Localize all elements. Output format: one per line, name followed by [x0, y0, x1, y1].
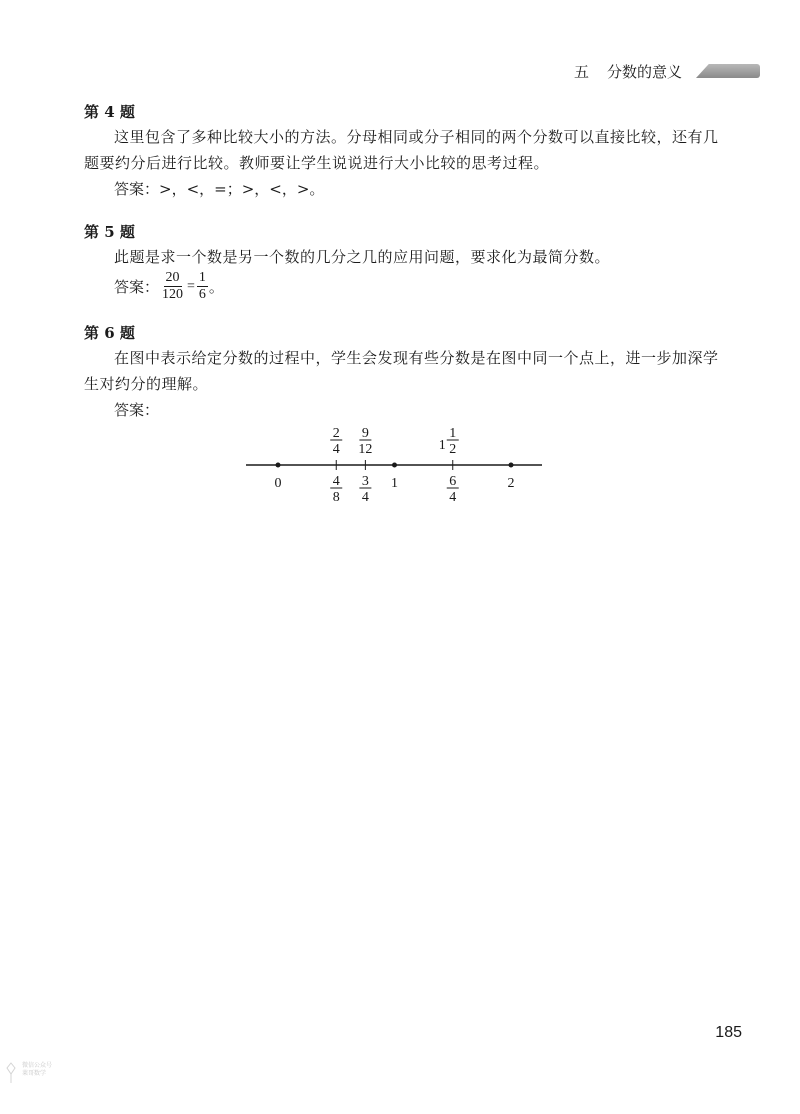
equals-sign: =	[187, 278, 195, 294]
integer-label: 0	[274, 476, 282, 491]
fraction-numerator: 20	[165, 270, 180, 285]
section-problem-6	[84, 321, 724, 423]
watermark-line-2: 莱哥数学	[22, 1070, 47, 1077]
chapter-number: 五	[573, 62, 589, 81]
answer-label: 答案：	[114, 277, 160, 296]
fraction-numerator: 1	[198, 270, 206, 285]
answer-line: 答案：>，<，=；>，<，>。	[114, 180, 325, 198]
fraction	[197, 270, 208, 303]
fraction-above-numerator: 2	[332, 426, 340, 441]
section-problem-5	[84, 220, 724, 303]
answer-period: 。	[208, 277, 224, 296]
fraction-below-numerator: 3	[361, 474, 369, 489]
answer-line: 答案：	[114, 401, 160, 419]
fraction-denominator: 120	[162, 287, 184, 302]
fraction-below-denominator: 4	[361, 490, 369, 505]
section-problem-4	[84, 100, 724, 202]
fraction-above-denominator: 4	[332, 442, 340, 457]
fraction-above-numerator: 9	[361, 426, 369, 441]
number-line-figure	[246, 425, 546, 511]
page-header	[574, 58, 760, 84]
integer-label: 2	[507, 476, 515, 491]
section-title: 第 6 题	[84, 324, 135, 342]
section-paragraph: 此题是求一个数是另一个数的几分之几的应用问题，要求化为最简分数。	[114, 248, 611, 266]
page-number: 185	[715, 1024, 742, 1041]
answer-line	[84, 270, 724, 303]
integer-point	[392, 463, 397, 468]
fraction-above-numerator: 1	[449, 426, 457, 441]
section-paragraph: 这里包含了多种比较大小的方法。分母相同或分子相同的两个分数可以直接比较，还有几题要约分后进行比较。教师要让学生说说进行大小比较的思考过程。	[84, 128, 719, 172]
section-title: 第 5 题	[84, 223, 135, 241]
fraction-below-numerator: 4	[332, 474, 340, 489]
header-tab-decoration	[696, 64, 760, 78]
chapter-title: 分数的意义	[606, 62, 682, 81]
mixed-number-whole: 1	[438, 438, 446, 453]
fraction-below-denominator: 4	[449, 490, 457, 505]
watermark-line-1: 微信公众号	[22, 1062, 53, 1069]
integer-point	[509, 463, 514, 468]
fraction-above-denominator: 12	[358, 442, 373, 457]
fraction-below-denominator: 8	[332, 490, 340, 505]
section-paragraph: 在图中表示给定分数的过程中，学生会发现有些分数是在图中同一个点上，进一步加深学生对约分的理解。	[84, 349, 719, 393]
fraction-below-numerator: 6	[449, 474, 457, 489]
integer-label: 1	[391, 476, 398, 491]
fraction-denominator: 6	[198, 287, 206, 302]
watermark-logo-icon	[6, 1062, 16, 1084]
fraction-above-denominator: 2	[449, 442, 457, 457]
watermark	[6, 1062, 66, 1078]
section-title: 第 4 题	[84, 103, 135, 121]
fraction	[160, 270, 185, 303]
integer-point	[276, 463, 281, 468]
page-content	[84, 100, 724, 441]
